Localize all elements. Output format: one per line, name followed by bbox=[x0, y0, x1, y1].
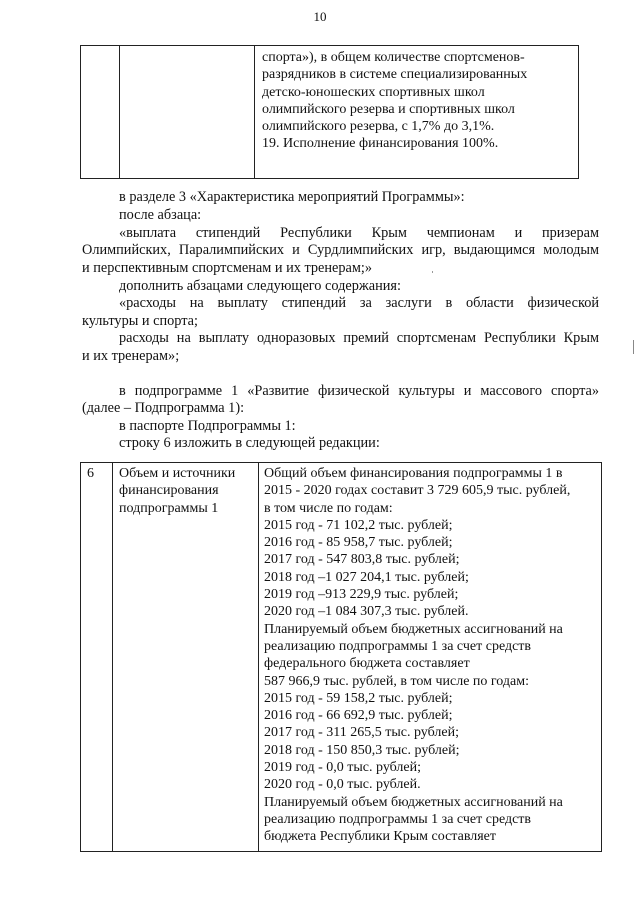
paragraph-expenses-2-line-2: и их тренерам»; bbox=[82, 348, 180, 364]
financing-text-line: 2015 год - 59 158,2 тыс. рублей; bbox=[264, 690, 453, 706]
table-text-line: олимпийского резерва и спортивных школ bbox=[262, 101, 515, 117]
table-cell-label bbox=[120, 46, 255, 179]
paragraph-expenses-1-line-1: «расходы на выплату стипендий за заслуги в области физической bbox=[119, 295, 599, 311]
table-text-line: спорта»), в общем количестве спортсменов- bbox=[262, 50, 525, 65]
financing-text-line: 2016 год - 85 958,7 тыс. рублей; bbox=[264, 535, 453, 551]
financing-text-line: 2019 год - 0,0 тыс. рублей; bbox=[264, 760, 422, 776]
table-row-6 bbox=[80, 462, 602, 852]
row-label-line: Объем и источники bbox=[119, 466, 236, 481]
financing-text-line: 2018 год –1 027 204,1 тыс. рублей; bbox=[264, 569, 469, 585]
paragraph-after: после абзаца: bbox=[119, 207, 202, 223]
table-continuation bbox=[80, 45, 579, 179]
paragraph-expenses-2-line-1: расходы на выплату одноразовых премий спортсменам Республики Крым bbox=[119, 330, 599, 346]
financing-text-line: 2016 год - 66 692,9 тыс. рублей; bbox=[264, 708, 453, 724]
financing-text-line: 2017 год - 547 803,8 тыс. рублей; bbox=[264, 552, 460, 568]
table-text-line: олимпийского резерва, с 1,7% до 3,1%. bbox=[262, 119, 495, 135]
table-text-line: 19. Исполнение финансирования 100%. bbox=[262, 136, 499, 152]
table-text-line: разрядников в системе специализированных bbox=[262, 67, 528, 83]
paragraph-quote-line-2: Олимпийских, Паралимпийских и Сурдлимпийских игр, выдающимся молодым bbox=[82, 242, 599, 258]
paragraph-subprogram-line-2: (далее – Подпрограмма 1): bbox=[82, 400, 245, 416]
financing-text-line: 2020 год –1 084 307,3 тыс. рублей. bbox=[264, 604, 469, 620]
paragraph-subprogram-line-1: в подпрограмме 1 «Развитие физической культуры и массового спорта» bbox=[119, 383, 599, 399]
row-label-line: подпрограммы 1 bbox=[119, 500, 219, 516]
financing-text-line: реализацию подпрограммы 1 за счет средств bbox=[264, 638, 532, 654]
row-number: 6 bbox=[87, 466, 94, 481]
financing-text-line: Общий объем финансирования подпрограммы 1 в bbox=[264, 466, 563, 481]
financing-text-line: 2019 год –913 229,9 тыс. рублей; bbox=[264, 587, 459, 603]
page-number: 10 bbox=[313, 9, 327, 24]
financing-text-line: реализацию подпрограммы 1 за счет средств bbox=[264, 811, 532, 827]
financing-text-line: 2015 год - 71 102,2 тыс. рублей; bbox=[264, 517, 453, 533]
table-cell-number bbox=[81, 463, 113, 852]
paragraph-section-3: в разделе 3 «Характеристика мероприятий Программы»: bbox=[119, 189, 465, 205]
financing-text-line: Планируемый объем бюджетных ассигнований на bbox=[264, 794, 563, 810]
paragraph-supplement: дополнить абзацами следующего содержания: bbox=[119, 278, 401, 294]
paragraph-passport: в паспорте Подпрограммы 1: bbox=[119, 418, 296, 434]
scan-artifact bbox=[633, 340, 634, 354]
financing-text-line: бюджета Республики Крым составляет bbox=[264, 829, 496, 845]
table-cell-content bbox=[259, 463, 602, 852]
financing-text-line: 2020 год - 0,0 тыс. рублей. bbox=[264, 777, 421, 793]
financing-text-line: 2017 год - 311 265,5 тыс. рублей; bbox=[264, 725, 459, 741]
financing-text-line: в том числе по годам: bbox=[264, 500, 393, 516]
scan-artifact bbox=[432, 271, 433, 273]
financing-text-line: 587 966,9 тыс. рублей, в том числе по годам: bbox=[264, 673, 529, 689]
table-text-line: детско-юношеских спортивных школ bbox=[262, 84, 485, 100]
table-cell-content bbox=[255, 46, 579, 179]
financing-text-line: 2018 год - 150 850,3 тыс. рублей; bbox=[264, 742, 460, 758]
table-cell-label bbox=[113, 463, 259, 852]
table-cell-number bbox=[81, 46, 120, 179]
paragraph-expenses-1-line-2: культуры и спорта; bbox=[82, 313, 198, 329]
paragraph-row-6: строку 6 изложить в следующей редакции: bbox=[119, 435, 380, 451]
paragraph-quote-line-1: «выплата стипендий Республики Крым чемпионам и призерам bbox=[119, 225, 599, 241]
paragraph-quote-line-3: и перспективным спортсменам и их тренерам;» bbox=[82, 260, 373, 276]
financing-text-line: 2015 - 2020 годах составит 3 729 605,9 тыс. рублей, bbox=[264, 483, 571, 499]
financing-text-line: федерального бюджета составляет bbox=[264, 656, 470, 672]
row-label-line: финансирования bbox=[119, 483, 219, 499]
financing-text-line: Планируемый объем бюджетных ассигнований на bbox=[264, 621, 563, 637]
